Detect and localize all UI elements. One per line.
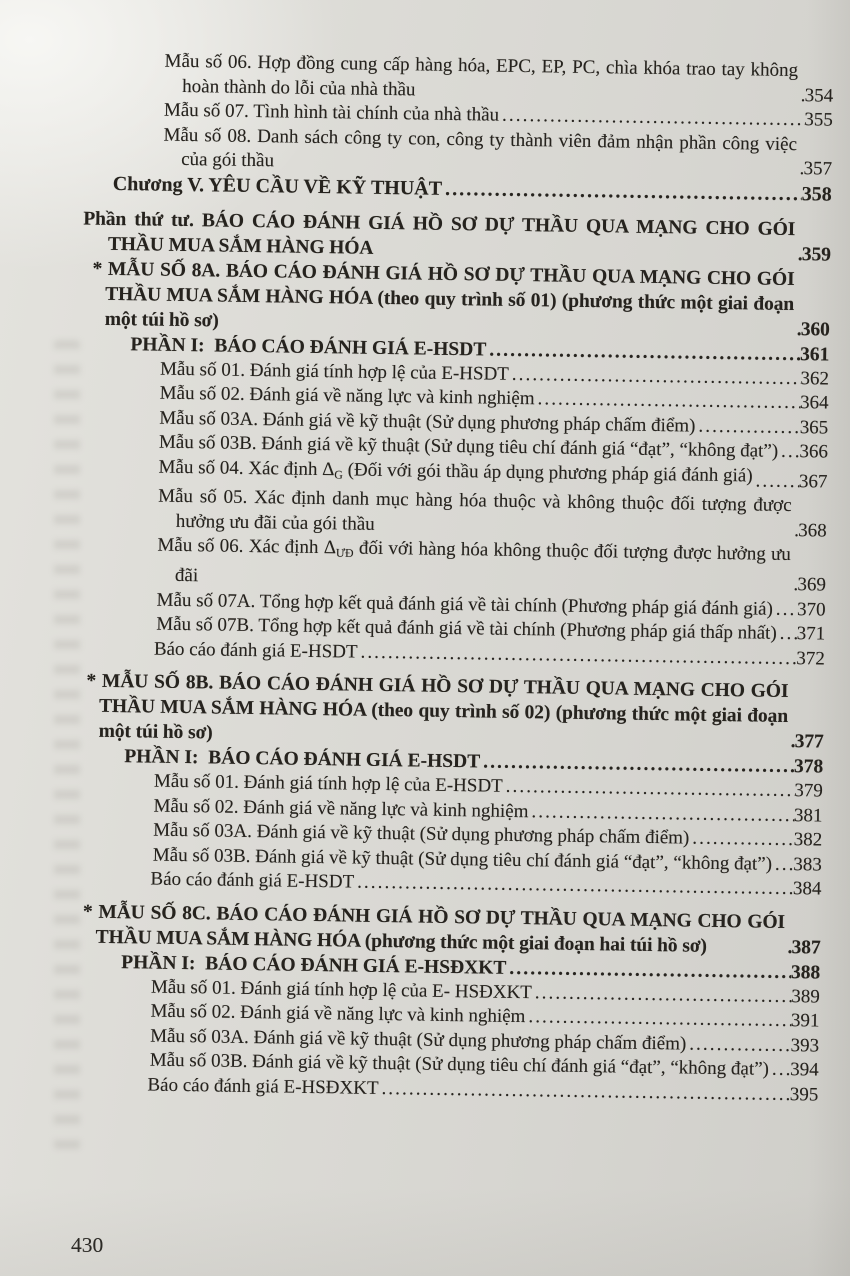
toc-entry-label: Mẫu số 02. Đánh giá về năng lực và kinh nghiệm — [159, 382, 535, 410]
dot-leader — [445, 176, 802, 206]
toc-section-label: PHẦN I: BÁO CÁO ĐÁNH GIÁ E-HSDT — [130, 333, 487, 360]
toc-page-number: 359 — [801, 243, 831, 266]
toc-page-number: 393 — [790, 1034, 820, 1057]
toc-page-number: 369 — [797, 574, 827, 596]
toc-page-number: 395 — [789, 1083, 819, 1106]
toc-part-label: Phần thứ tư. BÁO CÁO ĐÁNH GIÁ HỒ SƠ DỰ THẦU QUA MẠNG CHO GÓI THẦU MUA SẮM HÀNG HÓA — [83, 207, 796, 259]
toc-entry-label: Mẫu số 03A. Đánh giá về kỹ thuật (Sử dụng phương pháp chấm điểm) — [150, 1025, 687, 1055]
toc-page-number: 378 — [793, 756, 824, 778]
toc-chapter-label: Chương V. YÊU CẦU VỀ KỸ THUẬT — [112, 172, 443, 200]
toc-page-number: 379 — [794, 780, 824, 802]
toc-section-label: PHẦN I: BÁO CÁO ĐÁNH GIÁ E-HSĐXKT — [121, 951, 507, 979]
dot-leader — [775, 852, 794, 877]
toc-form-header-label: * MẪU SỐ 8B. BÁO CÁO ĐÁNH GIÁ HỒ SƠ DỰ THẦU QUA MẠNG CHO GÓI THẦU MUA SẮM HÀNG HÓA (theo quy trình số 02) (phương thức một giai đoạn một túi hồ sơ) — [86, 670, 789, 744]
toc-page-number: 370 — [796, 598, 826, 621]
delta-subscript: G — [334, 468, 343, 482]
toc-entry-label: Mẫu số 05. Xác định danh mục hàng hóa thuộc và không thuộc đối tượng được hưởng ưu đãi của gói thầu — [158, 485, 792, 535]
toc-page-number: 368 — [798, 519, 827, 542]
toc-page-number: 358 — [801, 182, 832, 206]
toc-page-number: 367 — [798, 470, 828, 493]
toc-page-number: 371 — [796, 623, 826, 645]
toc-page-number: 394 — [790, 1059, 819, 1081]
delta-subscript: ƯĐ — [335, 546, 354, 561]
toc-entry-label-pre: Mẫu số 06. Xác định Δ — [157, 534, 337, 559]
toc-entry-label: Mẫu số 03B. Đánh giá về kỹ thuật (Sử dụng tiêu chí đánh giá “đạt”, “không đạt”) — [149, 1049, 770, 1080]
toc-page-number: 365 — [799, 416, 829, 439]
toc-page-number: 384 — [792, 878, 822, 900]
dot-leader — [772, 1058, 791, 1083]
toc-entry-label: Mẫu số 02. Đánh giá về năng lực và kinh nghiệm — [150, 1000, 526, 1028]
toc-entry-label-post: đối với hàng hóa không thuộc đối tượng được hưởng ưu đãi — [174, 537, 792, 587]
toc-entry-label: Mẫu số 02. Đánh giá về năng lực và kinh nghiệm — [153, 795, 529, 822]
toc-form-header-label: * MẪU SỐ 8A. BÁO CÁO ĐÁNH GIÁ HỒ SƠ DỰ THẦU QUA MẠNG CHO GÓI THẦU MUA SẮM HÀNG HÓA (theo quy trình số 01) (phương thức một giai đoạn một túi hồ sơ) — [92, 258, 795, 332]
toc-report-label: Báo cáo đánh giá E-HSDT — [153, 638, 358, 663]
toc-form-header-row — [82, 256, 831, 342]
toc-page-number: 377 — [794, 731, 824, 753]
toc-entry-label: Mẫu số 06. Hợp đồng cung cấp hàng hóa, EPC, EP, PC, chìa khóa trao tay không hoàn thành do lỗi của nhà thầu — [164, 50, 799, 100]
toc-entry-label: Mẫu số 08. Danh sách công ty con, công ty thành viên đảm nhận phần công việc của gói thầu — [163, 124, 798, 172]
toc-report-label: Báo cáo đánh giá E-HSDT — [150, 868, 355, 893]
toc-entry-label: Mẫu số 07A. Tổng hợp kết quả đánh giá về tài chính (Phương pháp giá đánh giá) — [156, 589, 774, 620]
toc-page-number: 382 — [793, 829, 823, 851]
toc-page-number: 388 — [790, 961, 821, 984]
toc-entry-label: Mẫu số 07. Tình hình tài chính của nhà thầu — [163, 99, 500, 126]
toc-form-header-label: * MẪU SỐ 8C. BÁO CÁO ĐÁNH GIÁ HỒ SƠ DỰ THẦU QUA MẠNG CHO GÓI THẦU MUA SẮM HÀNG HÓA (phương thức một giai đoạn hai túi hồ sơ) — [82, 901, 786, 957]
toc-page-number: 389 — [791, 985, 820, 1008]
toc-entry-label: Mẫu số 03A. Đánh giá về kỹ thuật (Sử dụng phương pháp chấm điểm) — [153, 819, 690, 849]
dot-leader — [535, 981, 792, 1009]
toc-page-number: 357 — [803, 158, 833, 180]
toc-page-number: 366 — [799, 441, 829, 463]
dot-leader — [776, 597, 798, 622]
dot-leader — [780, 622, 797, 647]
toc-page-number: 361 — [799, 343, 830, 366]
toc-section-label: PHẦN I: BÁO CÁO ĐÁNH GIÁ E-HSDT — [124, 746, 481, 773]
dot-leader — [698, 414, 800, 440]
toc-page-number: 372 — [796, 647, 826, 670]
dot-leader — [755, 469, 799, 494]
dot-leader — [781, 440, 800, 465]
toc-entry-label: Mẫu số 01. Đánh giá tính hợp lệ của E-HSDT — [159, 358, 510, 385]
toc-entry-label-post: (Đối với gói thầu áp dụng phương pháp giá đánh giá) — [342, 458, 753, 486]
toc-page-number: 391 — [790, 1010, 820, 1032]
toc-entry-label: Mẫu số 07B. Tổng hợp kết quả đánh giá về tài chính (Phương pháp giá thấp nhất) — [156, 613, 777, 644]
toc-page-number: 381 — [793, 804, 823, 827]
toc-page-number: 387 — [791, 936, 821, 959]
toc-entry-label: Mẫu số 03A. Đánh giá về kỹ thuật (Sử dụng phương pháp chấm điểm) — [159, 407, 696, 437]
dot-leader — [381, 1077, 790, 1108]
toc-page-number: 383 — [793, 853, 822, 876]
toc-report-label: Báo cáo đánh giá E-HSĐXKT — [147, 1074, 379, 1099]
dot-leader — [357, 871, 793, 902]
toc-page-number: 354 — [804, 84, 834, 107]
toc-page-number: 362 — [800, 367, 830, 390]
table-of-contents — [70, 49, 833, 1108]
dot-leader — [689, 1032, 791, 1058]
toc-page-number: 364 — [799, 392, 829, 414]
dot-leader — [360, 640, 796, 671]
toc-page-number: 360 — [800, 318, 830, 341]
toc-entry-label-pre: Mẫu số 04. Xác định Δ — [158, 456, 335, 480]
dot-leader — [692, 827, 794, 853]
toc-page-number: 355 — [804, 109, 833, 131]
footer-page-number: 430 — [71, 1233, 104, 1257]
toc-form-header-row — [76, 669, 825, 755]
toc-entry-label: Mẫu số 03B. Đánh giá về kỹ thuật (Sử dụng tiêu chí đánh giá “đạt”, “không đạt”) — [158, 431, 779, 462]
toc-entry-label — [157, 534, 794, 597]
toc-entry-label: Mẫu số 01. Đánh giá tính hợp lệ của E-HSDT — [153, 770, 503, 797]
toc-entry-label: Mẫu số 01. Đánh giá tính hợp lệ của E- HSĐXKT — [150, 976, 533, 1003]
toc-entry-label: Mẫu số 03B. Đánh giá về kỹ thuật (Sử dụng tiêu chí đánh giá “đạt”, “không đạt”) — [152, 844, 773, 875]
